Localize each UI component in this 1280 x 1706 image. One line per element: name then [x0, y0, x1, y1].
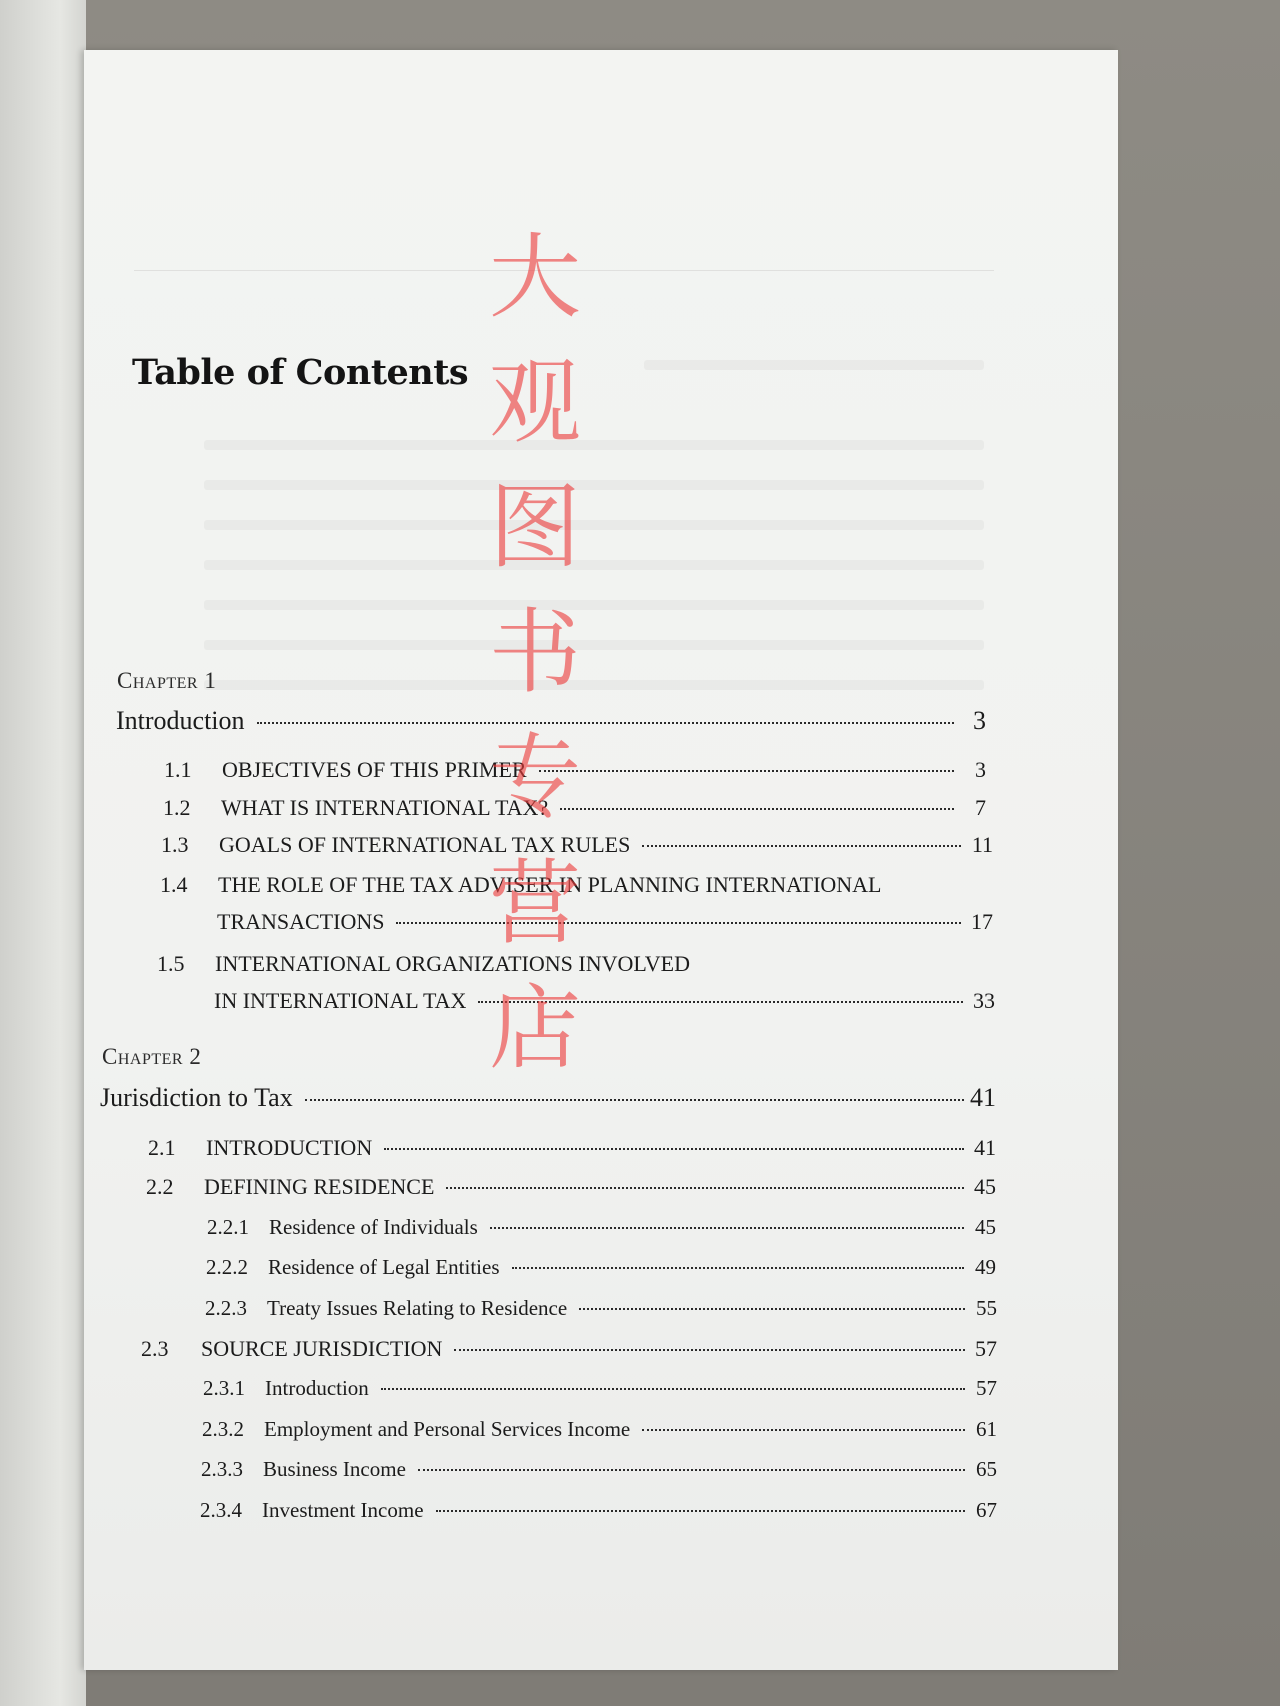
page-number: 61 — [976, 1417, 997, 1441]
toc-entry-2-3[interactable] — [141, 1336, 997, 1362]
section-title: Employment and Personal Services Income — [264, 1417, 631, 1441]
section-number: 2.3.4 — [200, 1498, 242, 1522]
page-number: 55 — [976, 1296, 997, 1320]
section-title: Investment Income — [262, 1498, 424, 1522]
section-number: 1.5 — [157, 951, 185, 976]
section-title: SOURCE JURISDICTION — [201, 1336, 443, 1361]
section-title: Introduction — [265, 1376, 369, 1400]
section-title: OBJECTIVES OF THIS PRIMER — [222, 757, 527, 782]
section-number: 2.2 — [146, 1174, 174, 1199]
facing-page-edge — [0, 0, 86, 1706]
page-number: 41 — [970, 1083, 996, 1112]
show-through-line — [204, 640, 984, 650]
section-title-line-1: INTERNATIONAL ORGANIZATIONS INVOLVED — [215, 951, 690, 976]
toc-entry-1-4-continued[interactable] — [217, 909, 993, 935]
section-number: 2.3.3 — [201, 1457, 243, 1481]
chapter-1-title: Introduction — [116, 706, 245, 735]
dot-leader — [512, 1267, 964, 1269]
dot-leader — [436, 1510, 965, 1512]
page-number: 33 — [973, 988, 995, 1013]
dot-leader — [384, 1148, 964, 1150]
chapter-2-label: Chapter 2 — [102, 1044, 202, 1069]
toc-entry-2-2-1[interactable] — [207, 1215, 996, 1240]
section-title: Residence of Individuals — [269, 1215, 478, 1239]
dot-leader — [381, 1388, 965, 1390]
page-number: 3 — [975, 757, 986, 782]
dot-leader — [418, 1469, 965, 1471]
dot-leader — [490, 1227, 964, 1229]
section-title: Business Income — [263, 1457, 406, 1481]
section-title: Treaty Issues Relating to Residence — [267, 1296, 568, 1320]
show-through-line — [204, 520, 984, 530]
page-number: 41 — [974, 1135, 996, 1160]
page-number: 57 — [976, 1376, 997, 1400]
toc-entry-1-5[interactable] — [157, 951, 690, 977]
section-number: 1.1 — [164, 757, 192, 782]
dot-leader — [642, 845, 961, 847]
toc-entry-2-2-2[interactable] — [206, 1255, 996, 1280]
page-number: 57 — [975, 1336, 997, 1361]
toc-entry-2-3-4[interactable] — [200, 1498, 997, 1523]
page-number: 11 — [971, 832, 993, 857]
section-number: 2.3.2 — [202, 1417, 244, 1441]
dot-leader — [642, 1429, 965, 1431]
toc-entry-2-3-3[interactable] — [201, 1457, 997, 1482]
watermark-char: 图 — [489, 474, 582, 582]
section-number: 2.2.3 — [205, 1296, 247, 1320]
show-through-line — [204, 480, 984, 490]
watermark-char: 专 — [489, 724, 582, 832]
toc-entry-2-2-3[interactable] — [205, 1296, 997, 1321]
section-title-line-1: THE ROLE OF THE TAX ADVISER IN PLANNING INTERNATIONAL — [218, 872, 882, 897]
store-watermark — [489, 215, 582, 1091]
watermark-char: 营 — [489, 849, 582, 957]
page-number: 65 — [976, 1457, 997, 1481]
watermark-char: 大 — [489, 224, 582, 331]
section-number: 2.2.1 — [207, 1215, 249, 1239]
page-title: Table of Contents — [132, 352, 469, 393]
show-through-line — [204, 600, 984, 610]
page-number: 45 — [975, 1215, 996, 1239]
page-number: 67 — [976, 1498, 997, 1522]
show-through-line — [204, 560, 984, 570]
toc-entry-2-3-2[interactable] — [202, 1417, 997, 1442]
toc-entry-2-2[interactable] — [146, 1174, 996, 1200]
section-title: GOALS OF INTERNATIONAL TAX RULES — [219, 832, 631, 857]
watermark-char: 店 — [489, 974, 582, 1082]
section-title: Residence of Legal Entities — [268, 1255, 500, 1279]
section-number: 2.2.2 — [206, 1255, 248, 1279]
section-number: 1.2 — [163, 795, 191, 820]
dot-leader — [539, 770, 954, 772]
dot-leader — [396, 922, 961, 924]
dot-leader — [257, 722, 954, 724]
dot-leader — [305, 1099, 964, 1101]
page-number: 3 — [973, 706, 986, 735]
dot-leader — [446, 1187, 964, 1189]
section-title: DEFINING RESIDENCE — [204, 1174, 435, 1199]
section-number: 2.1 — [148, 1135, 176, 1160]
show-through-line — [204, 680, 984, 690]
section-title-line-2: IN INTERNATIONAL TAX — [214, 988, 467, 1013]
dot-leader — [560, 808, 954, 810]
page-number: 7 — [975, 795, 986, 820]
section-title-line-2: TRANSACTIONS — [217, 909, 385, 934]
section-number: 1.3 — [161, 832, 189, 857]
page-number: 45 — [974, 1174, 996, 1199]
section-title: INTRODUCTION — [206, 1135, 373, 1160]
chapter-1-label: Chapter 1 — [117, 668, 217, 693]
section-title: WHAT IS INTERNATIONAL TAX? — [221, 795, 549, 820]
watermark-char: 书 — [489, 599, 582, 707]
page-number: 17 — [971, 909, 993, 934]
watermark-char: 观 — [489, 349, 582, 457]
show-through-line — [644, 360, 984, 370]
show-through-line — [204, 440, 984, 450]
section-number: 2.3 — [141, 1336, 169, 1361]
toc-entry-1-5-continued[interactable] — [214, 988, 995, 1014]
dot-leader — [579, 1308, 965, 1310]
section-number: 2.3.1 — [203, 1376, 245, 1400]
toc-entry-2-3-1[interactable] — [203, 1376, 997, 1401]
chapter-2-title: Jurisdiction to Tax — [100, 1083, 293, 1112]
page-number: 49 — [975, 1255, 996, 1279]
toc-entry-2-1[interactable] — [148, 1135, 996, 1161]
dot-leader — [454, 1349, 965, 1351]
section-number: 1.4 — [160, 872, 188, 897]
